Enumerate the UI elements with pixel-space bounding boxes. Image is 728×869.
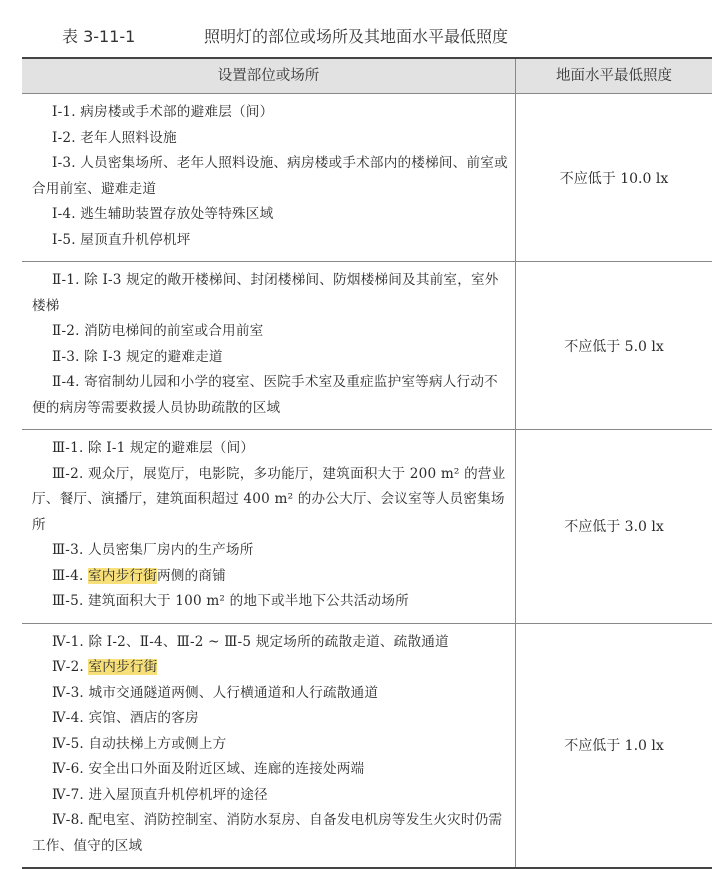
list-item: Ⅲ-1. 除 Ⅰ-1 规定的避难层（间） — [52, 440, 255, 456]
illuminance-cell: 不应低于 10.0 lx — [559, 170, 669, 187]
illuminance-cell: 不应低于 3.0 lx — [564, 519, 664, 536]
header-illuminance: 地面水平最低照度 — [556, 68, 672, 84]
list-item: Ⅱ-2. 消防电梯间的前室或合用前室 — [52, 323, 264, 339]
illuminance-cell: 不应低于 5.0 lx — [564, 338, 664, 355]
list-item: Ⅲ-4. 室内步行街两侧的商铺 — [52, 567, 226, 584]
list-item: Ⅲ-3. 人员密集厂房内的生产场所 — [52, 542, 254, 558]
list-item: Ⅳ-3. 城市交通隧道两侧、人行横通道和人行疏散通道 — [52, 684, 379, 701]
list-item: Ⅳ-8. 配电室、消防控制室、消防水泵房、自备发电机房等发生火灾时仍需工作、值守的区域 — [32, 812, 503, 854]
location-cell — [22, 624, 516, 868]
location-cell — [22, 262, 516, 429]
list-item: Ⅱ-1. 除 Ⅰ-3 规定的敞开楼梯间、封闭楼梯间、防烟楼梯间及其前室，室外楼梯 — [32, 272, 499, 314]
table-caption — [62, 24, 508, 47]
illuminance-table — [22, 57, 712, 869]
highlighted-phrase: 室内步行街 — [88, 567, 157, 584]
list-item: Ⅰ-5. 屋顶直升机停机坪 — [52, 231, 191, 248]
table-header-row — [22, 59, 712, 94]
list-item: Ⅱ-3. 除 Ⅰ-3 规定的避难走道 — [52, 348, 223, 365]
table-title: 照明灯的部位或场所及其地面水平最低照度 — [204, 27, 509, 46]
illuminance-cell: 不应低于 1.0 lx — [564, 738, 664, 755]
location-cell — [22, 430, 516, 623]
list-item: Ⅳ-5. 自动扶梯上方或侧上方 — [52, 735, 227, 752]
list-item: Ⅳ-7. 进入屋顶直升机停机坪的途径 — [52, 786, 268, 803]
table-row — [22, 94, 712, 262]
table-number: 表 3-11-1 — [62, 27, 136, 46]
list-item: Ⅳ-4. 宾馆、酒店的客房 — [52, 710, 199, 726]
list-item: Ⅳ-6. 安全出口外面及附近区域、连廊的连接处两端 — [52, 761, 365, 777]
list-item: Ⅰ-2. 老年人照料设施 — [52, 129, 177, 146]
list-item: Ⅰ-4. 逃生辅助装置存放处等特殊区域 — [52, 206, 274, 222]
list-item: Ⅰ-1. 病房楼或手术部的避难层（间） — [52, 104, 274, 120]
list-item: Ⅳ-2. 室内步行街 — [52, 659, 158, 675]
highlighted-phrase: 室内步行街 — [88, 659, 158, 675]
table-row — [22, 624, 712, 868]
header-location: 设置部位或场所 — [22, 59, 516, 93]
table-row — [22, 430, 712, 624]
list-item: Ⅲ-5. 建筑面积大于 100 m² 的地下或半地下公共活动场所 — [52, 593, 409, 609]
list-item: Ⅱ-4. 寄宿制幼儿园和小学的寝室、医院手术室及重症监护室等病人行动不便的病房等需要救援人员协助疏散的区域 — [32, 374, 498, 416]
list-item: Ⅲ-2. 观众厅，展览厅，电影院，多功能厅，建筑面积大于 200 m² 的营业厅、餐厅、演播厅，建筑面积超过 400 m² 的办公大厅、会议室等人员密集场所 — [32, 465, 506, 533]
list-item: Ⅳ-1. 除 Ⅰ-2、Ⅱ-4、Ⅲ-2 ~ Ⅲ-5 规定场所的疏散走道、疏散通道 — [52, 633, 449, 650]
location-cell — [22, 94, 516, 261]
table-row — [22, 262, 712, 430]
list-item: Ⅰ-3. 人员密集场所、老年人照料设施、病房楼或手术部内的楼梯间、前室或合用前室、避难走道 — [32, 155, 508, 197]
